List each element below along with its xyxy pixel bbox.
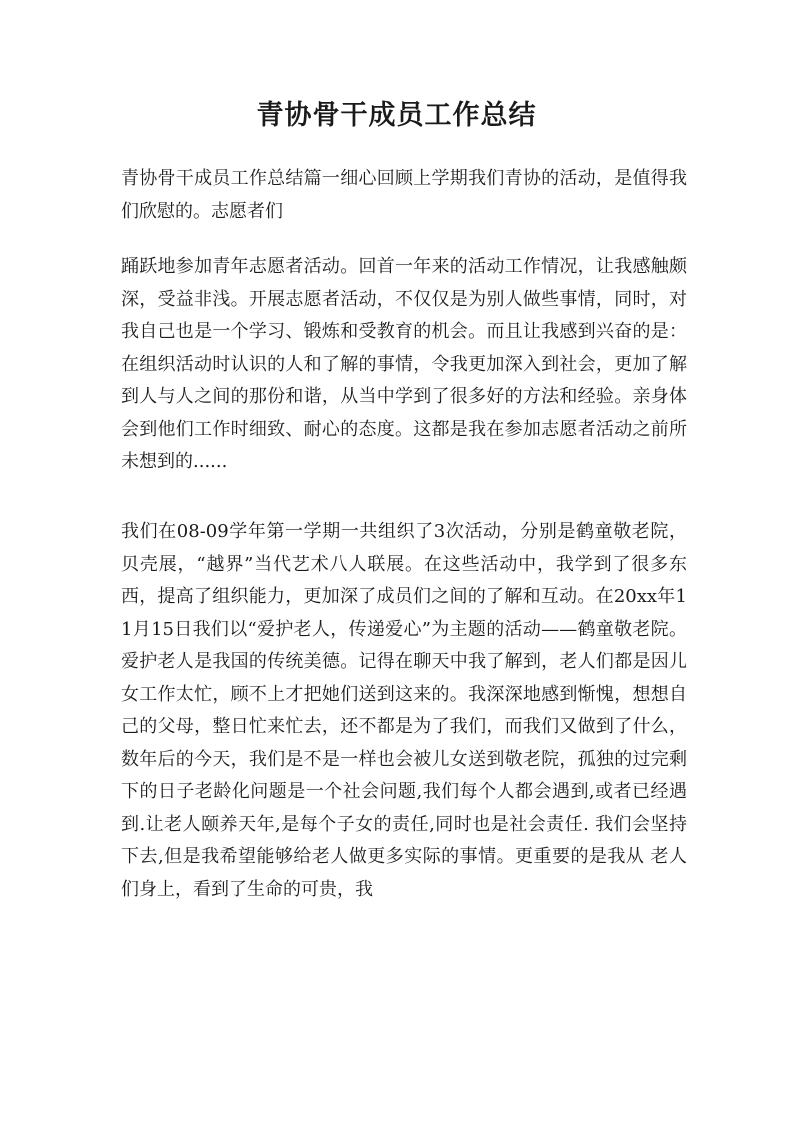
paragraph-intro: 青协骨干成员工作总结篇一细心回顾上学期我们青协的活动，是值得我们欣慰的。志愿者们: [121, 168, 687, 222]
document-title: 青协骨干成员工作总结: [256, 100, 537, 131]
paragraph-activities: 我们在08-09学年第一学期一共组织了3次活动，分别是鹤童敬老院，贝壳展，“越界”当代艺术八人联展。在这些活动中，我学到了很多东西，提高了组织能力，更加深了成员们之间的了解和互动。在20xx年11月15日我们以“爱护老人，传递爱心”为主题的活动——鹤童敬老院。爱护老人是我国的传统美德。记得在聊天中我了解到，老人们都是因儿女工作太忙，顾不上才把她们送到这来的。我深深地感到惭愧，想想自己的父母，整日忙来忙去，还不都是为了我们，而我们又做到了什么，数年后的今天，我们是不是一样也会被儿女送到敬老院，孤独的过完剩下的日子老龄化问题是一个社会问题,我们每个人都会遇到,或者已经遇到.让老人颐养天年,是每个子女的责任,同时也是社会责任. 我们会坚持下去,但是我希望能够给老人做更多实际的事情。更重要的是我从 老人们身上，看到了生命的可贵，我: [121, 521, 687, 900]
paragraph-volunteer-reflection: 踊跃地参加青年志愿者活动。回首一年来的活动工作情况，让我感触颇深，受益非浅。开展志愿者活动，不仅仅是为别人做些事情，同时，对我自己也是一个学习、锻炼和受教育的机会。而且让我感到兴奋的是：在组织活动时认识的人和了解的事情，令我更加深入到社会，更加了解到人与人之间的那份和谐，从当中学到了很多好的方法和经验。亲身体会到他们工作时细致、耐心的态度。这都是我在参加志愿者活动之前所未想到的......: [121, 256, 687, 472]
